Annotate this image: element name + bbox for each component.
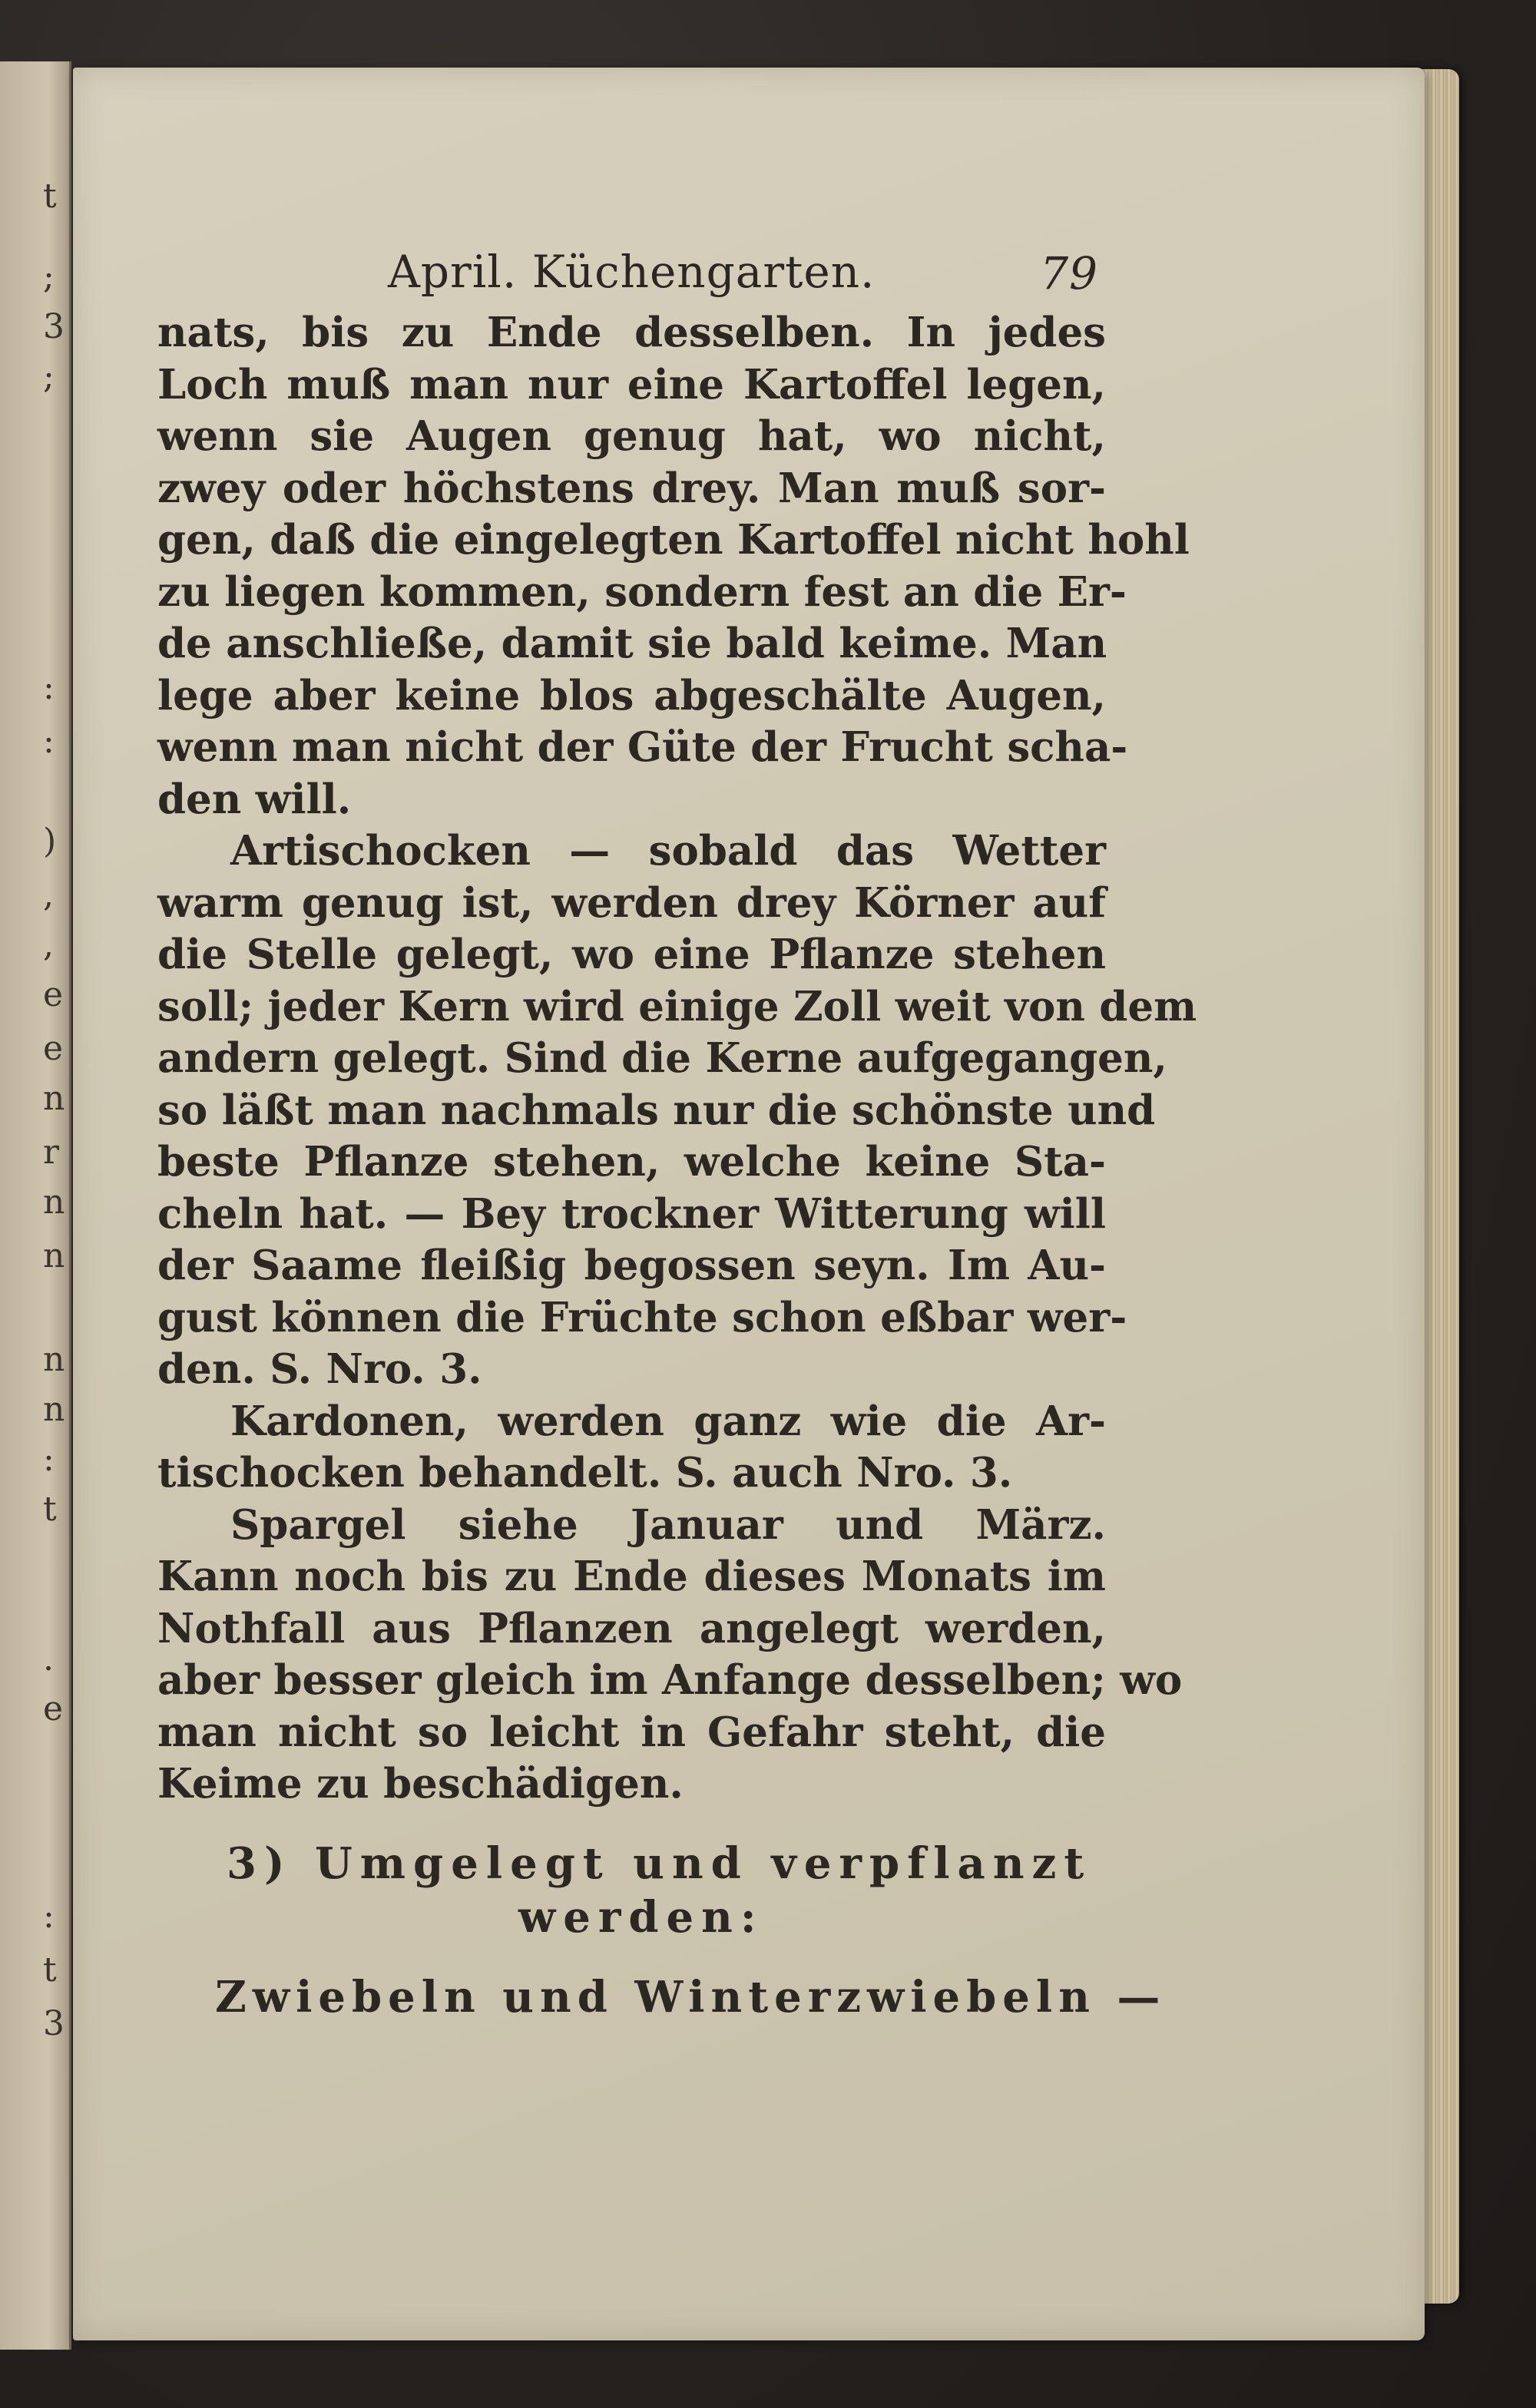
- text-line: man nicht so leicht in Gefahr steht, die: [157, 1708, 1106, 1756]
- section-heading: 3) Umgelegt und verpflanzt: [227, 1837, 1092, 1889]
- text-line: zu liegen kommen, sondern fest an die Er-: [157, 567, 1127, 616]
- text-line: zwey oder höchstens drey. Man muß sor-: [157, 464, 1106, 512]
- left-fragment: ,: [43, 875, 54, 915]
- text-line: andern gelegt. Sind die Kerne aufgegangen,: [157, 1034, 1167, 1082]
- left-fragment: :: [43, 722, 55, 761]
- text-line: cheln hat. — Bey trockner Witterung will: [157, 1189, 1106, 1238]
- text-line: beste Pflanze stehen, welche keine Sta-: [157, 1138, 1106, 1186]
- text-line: Spargel siehe Januar und März.: [230, 1500, 1106, 1549]
- text-line: den. S. Nro. 3.: [157, 1345, 482, 1393]
- text-line: de anschließe, damit sie bald keime. Man: [157, 620, 1107, 667]
- left-fragment: e: [43, 1689, 64, 1728]
- page-number: 79: [1040, 247, 1098, 299]
- section-gap: [157, 1811, 1106, 1837]
- left-fragment: :: [43, 1440, 55, 1479]
- left-fragment: n: [43, 1340, 65, 1379]
- text-line: Loch muß man nur eine Kartoffel legen,: [157, 360, 1106, 408]
- text-line: den will.: [157, 775, 352, 823]
- text-line: gust können die Früchte schon eßbar wer-: [157, 1293, 1127, 1341]
- left-page-edge: [0, 61, 71, 2350]
- left-fragment: :: [43, 668, 55, 707]
- left-fragment: e: [43, 1029, 64, 1068]
- left-fragment: t: [43, 1950, 57, 1990]
- text-line: Kann noch bis zu Ende dieses Monats im: [157, 1553, 1106, 1600]
- text-line: wenn man nicht der Güte der Frucht scha-: [157, 723, 1128, 771]
- left-fragment: ): [43, 822, 57, 861]
- text-line: nats, bis zu Ende desselben. In jedes: [157, 309, 1106, 356]
- text-line: die Stelle gelegt, wo eine Pflanze stehen: [157, 931, 1106, 978]
- left-fragment: n: [43, 1390, 65, 1429]
- text-line: Artischocken — sobald das Wetter: [230, 827, 1106, 875]
- text-line: lege aber keine blos abgeschälte Augen,: [157, 671, 1106, 719]
- text-line: gen, daß die eingelegten Kartoffel nicht hohl: [157, 516, 1190, 564]
- text-line: Kardonen, werden ganz wie die Ar-: [230, 1397, 1106, 1445]
- left-fragment: n: [43, 1182, 65, 1222]
- running-header: [157, 246, 1106, 307]
- left-fragment: .: [43, 1639, 54, 1679]
- text-line: so läßt man nachmals nur die schönste und: [157, 1086, 1156, 1134]
- section-heading-continued: werden:: [518, 1891, 764, 1943]
- page-text: [157, 246, 1197, 2024]
- text-line: warm genug ist, werden drey Körner auf: [157, 878, 1106, 927]
- left-fragment: n: [43, 1079, 65, 1118]
- left-fragment: ;: [43, 357, 55, 396]
- text-line: tischocken behandelt. S. auch Nro. 3.: [157, 1449, 1013, 1497]
- left-fragment: t: [43, 1490, 57, 1529]
- left-fragment: ;: [43, 257, 55, 296]
- header-title: April. Küchengarten.: [388, 246, 876, 298]
- text-line: wenn sie Augen genug hat, wo nicht,: [157, 412, 1106, 460]
- text-line: soll; jeder Kern wird einige Zoll weit von dem: [157, 982, 1197, 1030]
- left-fragment: 3: [43, 307, 65, 346]
- left-fragment: t: [43, 177, 57, 216]
- left-fragment: 3: [43, 2004, 65, 2043]
- text-line: Keime zu beschädigen.: [157, 1760, 684, 1808]
- section-subheading: Zwiebeln und Winterzwiebeln —: [215, 1971, 1167, 2023]
- left-fragment: r: [43, 1133, 60, 1172]
- left-fragment: :: [43, 1897, 55, 1936]
- text-line: der Saame fleißig begossen seyn. Im Au-: [157, 1242, 1106, 1289]
- text-line: aber besser gleich im Anfange desselben; wo: [157, 1656, 1183, 1704]
- left-fragment: e: [43, 975, 64, 1014]
- section-gap: [157, 1944, 1106, 1970]
- left-fragment: n: [43, 1236, 65, 1275]
- text-line: Nothfall aus Pflanzen angelegt werden,: [157, 1604, 1106, 1652]
- left-fragment: ,: [43, 925, 54, 964]
